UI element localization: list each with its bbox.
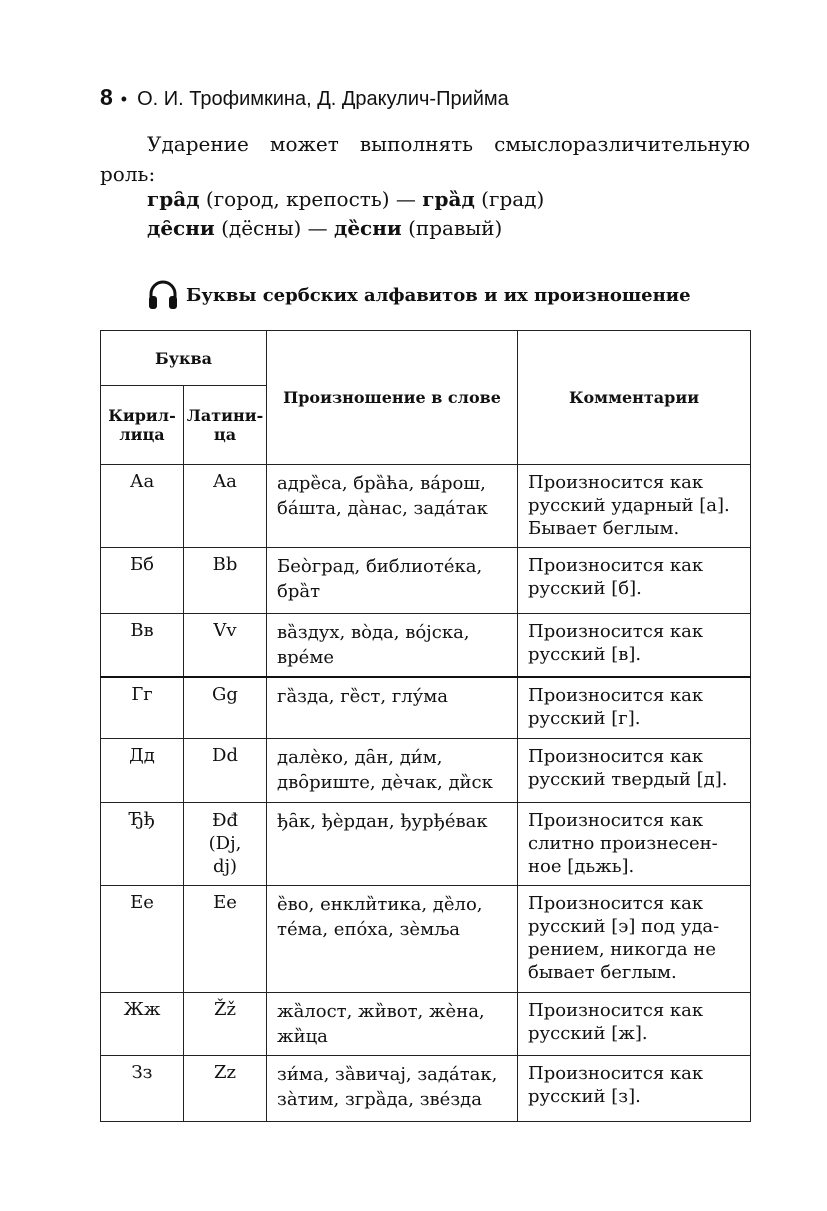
- cell-cyrillic: Жж: [101, 992, 184, 1055]
- cell-latin: Dd: [184, 738, 267, 802]
- intro-paragraph: Ударение может выполнять смыслоразличительную роль:: [100, 132, 750, 186]
- table-header-row: [101, 331, 751, 386]
- cell-pronunciation: га̏зда, ге̏ст, глу́ма: [267, 677, 518, 738]
- table-row: [101, 677, 751, 738]
- cell-cyrillic: Дд: [101, 738, 184, 802]
- example-line-1: [147, 187, 544, 211]
- cell-comment: Произносится как русский [б].: [518, 548, 751, 614]
- header-cyrillic: Кириллица: [101, 386, 184, 465]
- table-row: [101, 738, 751, 802]
- table-row: [101, 465, 751, 548]
- example-line-2: [147, 216, 502, 240]
- table-row: [101, 802, 751, 885]
- cell-comment: Произносится как русский [г].: [518, 677, 751, 738]
- cell-comment: Произносится как русский твердый [д].: [518, 738, 751, 802]
- cell-pronunciation: далѐко, да̑н, ди́м, дво̑риште, дѐчак, ди̏ск: [267, 738, 518, 802]
- table-row: [101, 1055, 751, 1121]
- cell-comment: Произносится как русский [ж].: [518, 992, 751, 1055]
- table-row: [101, 992, 751, 1055]
- cell-cyrillic: Ђђ: [101, 802, 184, 885]
- cell-latin: Gg: [184, 677, 267, 738]
- cell-pronunciation: жа̏лост, жи̏вот, жѐна, жи̏ца: [267, 992, 518, 1055]
- header-comments: Комментарии: [518, 331, 751, 465]
- cell-latin: Bb: [184, 548, 267, 614]
- cell-latin: Zz: [184, 1055, 267, 1121]
- headphones-icon: [146, 278, 180, 312]
- example-gloss: (город, крепость) —: [205, 187, 416, 211]
- cell-cyrillic: Гг: [101, 677, 184, 738]
- cell-comment: Произносится как русский [э] под ударением, никогда не бывает беглым.: [518, 885, 751, 992]
- example-word: де̑сни: [147, 216, 215, 240]
- cell-pronunciation: ђа̑к, ђѐрдан, ђурђе́вак: [267, 802, 518, 885]
- cell-pronunciation: е̏во, енкли̏тика, де̏ло, те́ма, епо́ха, зѐмља: [267, 885, 518, 992]
- cell-latin: Ee: [184, 885, 267, 992]
- example-gloss: (дёсны) —: [221, 216, 328, 240]
- table-row: [101, 614, 751, 678]
- header-pronunciation: Произношение в слове: [267, 331, 518, 465]
- table-row: [101, 885, 751, 992]
- authors: О. И. Трофимкина, Д. Дракулич-Прийма: [137, 88, 509, 110]
- example-gloss: (град): [481, 187, 545, 211]
- header-latin: Латиница: [184, 386, 267, 465]
- cell-latin: Vv: [184, 614, 267, 678]
- cell-cyrillic: Вв: [101, 614, 184, 678]
- cell-cyrillic: Зз: [101, 1055, 184, 1121]
- cell-pronunciation: зи́ма, за̏вичај, зада́так, за̀тим, згра̏да, зве́зда: [267, 1055, 518, 1121]
- cell-comment: Произносится как русский [в].: [518, 614, 751, 678]
- section-heading: [146, 278, 691, 312]
- cell-pronunciation: адре̏са, бра̏ћа, ва́рош, ба́шта, да̀нас, зада́так: [267, 465, 518, 548]
- example-gloss: (правый): [408, 216, 503, 240]
- bullet-separator: •: [120, 89, 128, 109]
- cell-cyrillic: Бб: [101, 548, 184, 614]
- section-title: Буквы сербских алфавитов и их произношение: [186, 284, 691, 306]
- cell-cyrillic: Ее: [101, 885, 184, 992]
- page-number: 8: [100, 84, 113, 110]
- cell-pronunciation: ва̏здух, во̀да, во́јска, вре́ме: [267, 614, 518, 678]
- alphabet-table: [100, 330, 751, 1122]
- cell-latin: Žž: [184, 992, 267, 1055]
- example-word: гра̏д: [422, 187, 475, 211]
- cell-latin: Aa: [184, 465, 267, 548]
- example-word: де̏сни: [334, 216, 402, 240]
- cell-cyrillic: Аа: [101, 465, 184, 548]
- cell-comment: Произносится как русский ударный [а]. Бывает беглым.: [518, 465, 751, 548]
- cell-latin: Đđ (Dj, dj): [184, 802, 267, 885]
- cell-comment: Произносится как слитно произнесенное [дьжь].: [518, 802, 751, 885]
- cell-pronunciation: Бео̀град, библиоте́ка, бра̏т: [267, 548, 518, 614]
- example-word: гра̑д: [147, 187, 200, 211]
- header-letter: Буква: [101, 331, 267, 386]
- table-row: [101, 548, 751, 614]
- cell-comment: Произносится как русский [з].: [518, 1055, 751, 1121]
- page-header: [100, 84, 509, 111]
